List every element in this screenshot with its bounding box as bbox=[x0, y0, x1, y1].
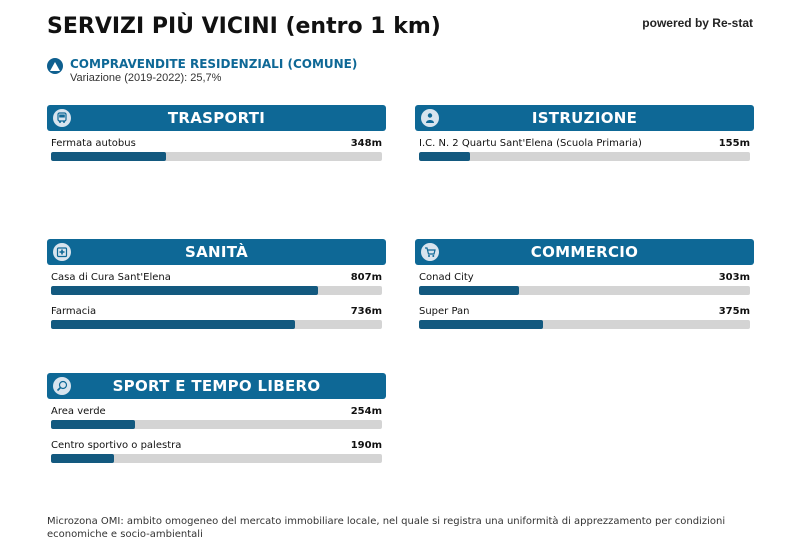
service-name: Casa di Cura Sant'Elena bbox=[51, 272, 171, 283]
distance-bar bbox=[419, 320, 750, 329]
hospital-icon bbox=[53, 243, 71, 261]
distance-bar bbox=[419, 286, 750, 295]
section-header bbox=[47, 239, 386, 265]
bus-icon bbox=[53, 109, 71, 127]
distance-bar bbox=[51, 420, 382, 429]
service-row bbox=[51, 299, 382, 333]
section-title: TRASPORTI bbox=[167, 109, 266, 127]
service-row bbox=[419, 131, 750, 165]
section-title: COMMERCIO bbox=[530, 243, 639, 261]
section-sport bbox=[47, 373, 386, 467]
service-row bbox=[51, 433, 382, 467]
service-distance: 190m bbox=[350, 440, 382, 451]
market-trend-title: COMPRAVENDITE RESIDENZIALI (COMUNE) bbox=[70, 57, 358, 71]
section-header bbox=[415, 239, 754, 265]
service-name: Farmacia bbox=[51, 306, 97, 317]
market-trend-variation: Variazione (2019-2022): 25,7% bbox=[70, 72, 222, 84]
service-distance: 736m bbox=[350, 306, 382, 317]
distance-bar bbox=[51, 152, 382, 161]
distance-bar-fill bbox=[51, 454, 114, 463]
school-icon bbox=[421, 109, 439, 127]
section-title: ISTRUZIONE bbox=[531, 109, 638, 127]
service-distance: 348m bbox=[350, 138, 382, 149]
service-row bbox=[419, 299, 750, 333]
section-header bbox=[47, 105, 386, 131]
distance-bar-fill bbox=[51, 320, 295, 329]
section-title: SPORT E TEMPO LIBERO bbox=[112, 377, 321, 395]
distance-bar bbox=[51, 286, 382, 295]
section-istruzione bbox=[415, 105, 754, 165]
service-name: Conad City bbox=[419, 272, 474, 283]
service-row bbox=[419, 265, 750, 299]
section-header bbox=[47, 373, 386, 399]
service-distance: 375m bbox=[718, 306, 750, 317]
service-distance: 303m bbox=[718, 272, 750, 283]
section-sanita bbox=[47, 239, 386, 333]
cart-icon bbox=[421, 243, 439, 261]
service-distance: 155m bbox=[718, 138, 750, 149]
distance-bar bbox=[419, 152, 750, 161]
service-row bbox=[51, 265, 382, 299]
service-row bbox=[51, 131, 382, 165]
distance-bar bbox=[51, 320, 382, 329]
distance-bar-fill bbox=[419, 320, 543, 329]
distance-bar-fill bbox=[51, 420, 135, 429]
page-title: SERVIZI PIÙ VICINI (entro 1 km) bbox=[47, 14, 441, 39]
section-commercio bbox=[415, 239, 754, 333]
triangle-up-icon bbox=[47, 58, 63, 74]
section-trasporti bbox=[47, 105, 386, 165]
distance-bar-fill bbox=[51, 286, 318, 295]
market-trend bbox=[47, 57, 357, 85]
service-name: I.C. N. 2 Quartu Sant'Elena (Scuola Primaria) bbox=[419, 138, 642, 149]
tennis-icon bbox=[53, 377, 71, 395]
distance-bar-fill bbox=[51, 152, 166, 161]
service-name: Fermata autobus bbox=[51, 138, 136, 149]
powered-by-logo: powered by Re-stat bbox=[642, 16, 753, 30]
service-name: Area verde bbox=[51, 406, 106, 417]
section-title: SANITÀ bbox=[184, 243, 249, 261]
service-distance: 807m bbox=[350, 272, 382, 283]
service-row bbox=[51, 399, 382, 433]
service-distance: 254m bbox=[350, 406, 382, 417]
distance-bar bbox=[51, 454, 382, 463]
service-name: Centro sportivo o palestra bbox=[51, 440, 182, 451]
service-name: Super Pan bbox=[419, 306, 470, 317]
distance-bar-fill bbox=[419, 286, 519, 295]
section-header bbox=[415, 105, 754, 131]
footer-note: Microzona OMI: ambito omogeneo del mercato immobiliare locale, nel quale si registra una uniformità di apprezzamento per condizioni economiche e socio-ambientali bbox=[47, 516, 726, 540]
distance-bar-fill bbox=[419, 152, 470, 161]
